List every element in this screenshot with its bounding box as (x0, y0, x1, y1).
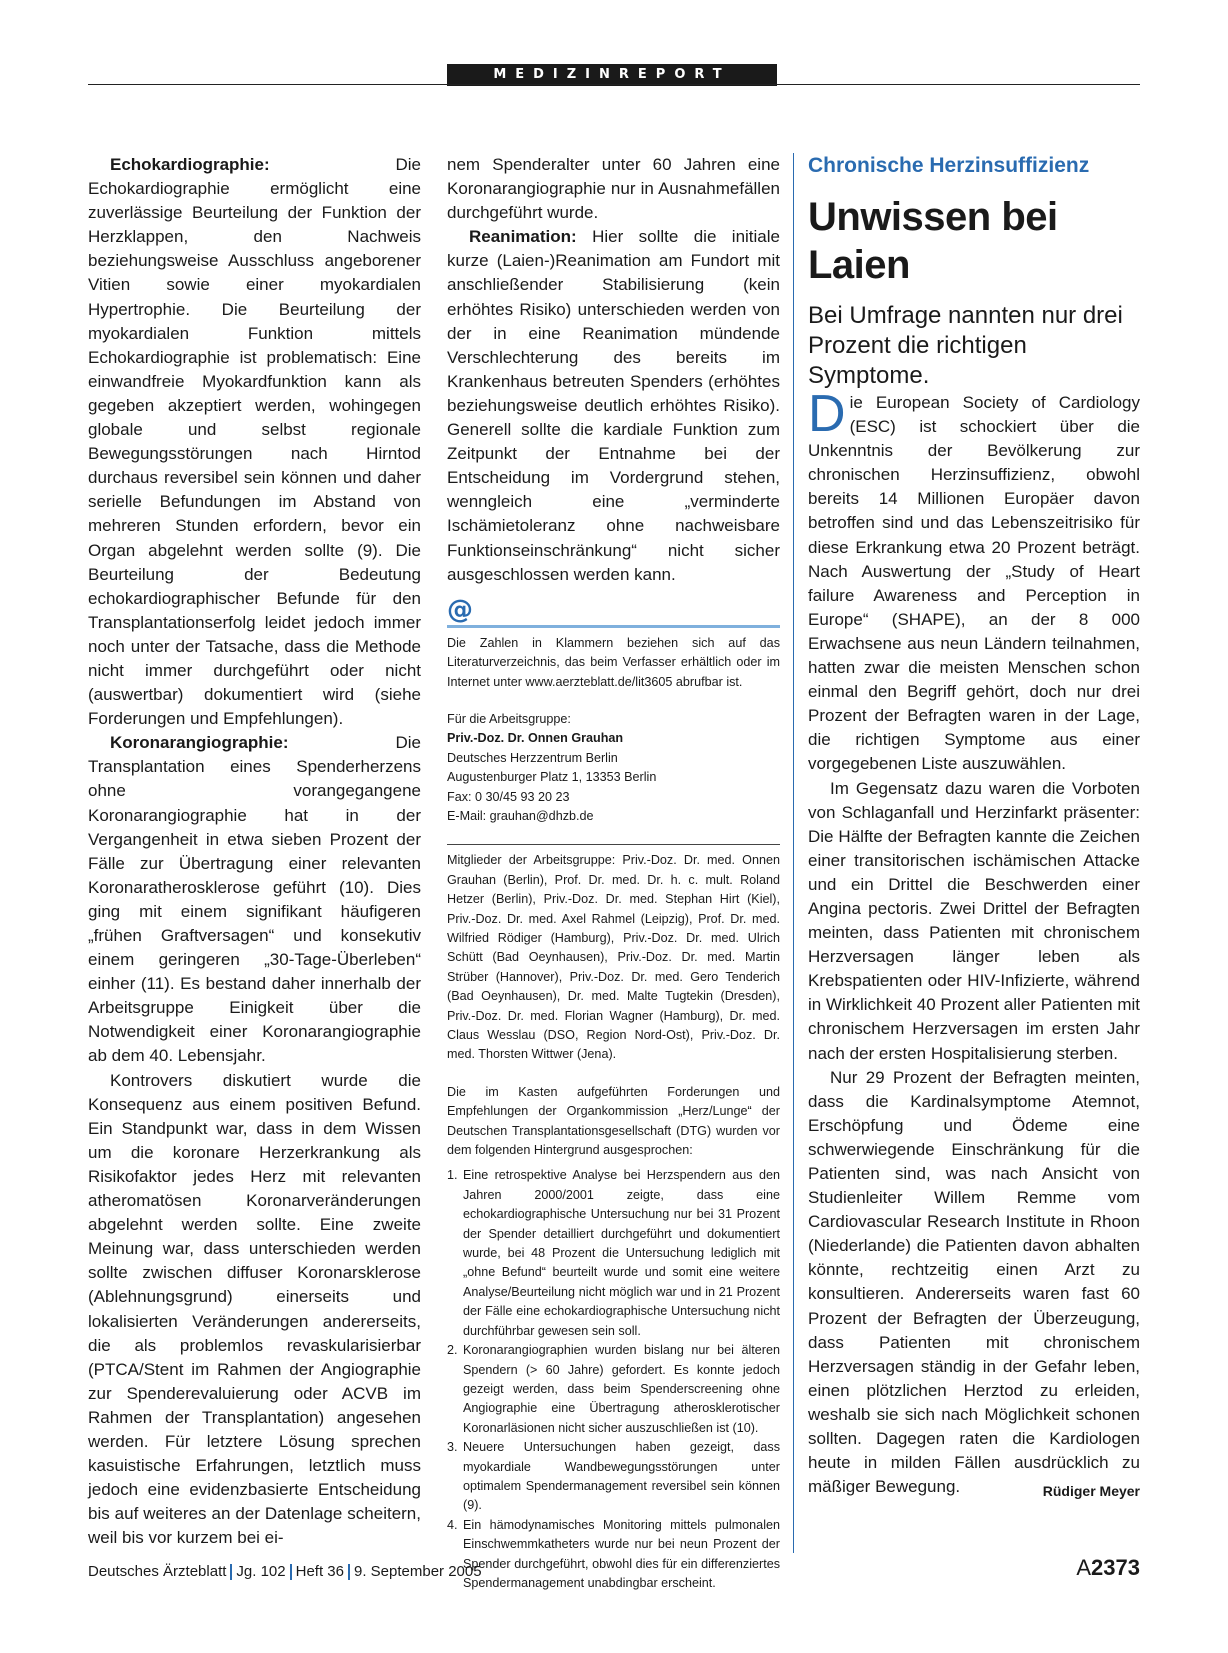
at-icon: @ (447, 594, 473, 625)
paragraph-kontrovers: Kontrovers diskutiert wurde die Konsequenz aus einem positiven Befund. Ein Standpunkt war, dass in dem Wissen um die koronare Herzerkrankung als Risikofaktor jedes Herz mit relevanten atheromatösen Koronarveränderungen abgelehnt werden sollte. Eine zweite Meinung war, dass unterschieden werden sollte zwischen diffuser Koronarsklerose (Ablehnungsgrund) einerseits und lokalisierten Veränderungen andererseits, die als problemlos revaskularisierbar (PTCA/Stent im Rahmen der Angiographie zur Spenderevaluierung oder ACVB im Rahmen der Transplantation) angesehen werden. Für letztere Lösung sprechen kasuistische Erfahrungen, letztlich muss jedoch eine evidenzbasierte Entscheidung bis auf weiteres an der Datenlage scheitern, weil bis vor kurzem bei ei- (88, 1070, 421, 1548)
column-divider (793, 153, 794, 1553)
lead-echokardiographie: Echokardiographie: (110, 155, 270, 174)
paragraph-esc (808, 385, 1140, 777)
footer-date: 9. September 2005 (354, 1563, 482, 1580)
footer-issue: Heft 36 (295, 1563, 344, 1580)
reference-note: Die Zahlen in Klammern beziehen sich auf das Literaturverzeichnis, das beim Verfasser erhältlich oder im Internet unter www.aerzteblatt.de/lit3605 abrufbar ist. (447, 635, 780, 689)
lead-koronarangiographie: Koronarangiographie: (110, 733, 289, 753)
list-item: 3. Neuere Untersuchungen haben gezeigt, dass myokardiale Wandbewegungsstörungen unter optimalem Spendermanagement reversibel sein können (9). (447, 1440, 780, 1513)
paragraph-gegensatz: Im Gegensatz dazu waren die Vorboten von Schlaganfall und Herzinfarkt präsenter: Die Hälfte der Befragten kannte die Zeichen einer transitorischen ischämischen Attacke und ein Drittel die Beschwerden einer Angina pectoris. Zwei Drittel der Befragten meinten, dass Patienten mit chronischem Herzversagen länger leben als Krebspatienten oder HIV-Infizierte, während in Wirklichkeit 40 Prozent aller Patienten mit chronischem Herzversagen im ersten Jahr nach der ersten Hospitalisierung sterben. (808, 778, 1140, 1063)
contact-address: Augustenburger Platz 1, 13353 Berlin (447, 770, 657, 785)
news-subhead: Bei Umfrage nannten nur drei Prozent die richtigen Symptome. (808, 302, 1123, 389)
contact-intro: Für die Arbeitsgruppe: (447, 711, 571, 726)
list-item: 2. Koronarangiographien wurden bislang nur bei älteren Spendern (> 60 Jahre) gefordert. Es konnte jedoch gezeigt werden, dass beim Spenderscreening ohne Angiographie eine Übertragung atherosklerotischer Koronarläsionen nicht sicher auszuschließen ist (10). (447, 1343, 780, 1435)
page-number: A2373 (1076, 1555, 1140, 1580)
paragraph-continuation: nem Spenderalter unter 60 Jahren eine Koronarangiographie nur in Ausnahmefällen durchgeführt wurde. (447, 155, 780, 223)
news-headline: Unwissen bei Laien (808, 195, 1058, 287)
header-rule (88, 84, 1140, 85)
members-list: Mitglieder der Arbeitsgruppe: Priv.-Doz. Dr. med. Onnen Grauhan (Berlin), Prof. Dr. med. Dr. h. c. mult. Roland Hetzer (Berlin), Priv.-Doz. Dr. med. Stephan Hirt (Kiel), Priv.-Doz. Dr. med. Axel Rahmel (Leipzig), Prof. Dr. med. Wilfried Rödiger (Hamburg), Priv.-Doz. Dr. med. Ulrich Schütt (Bad Oeynhausen), Priv.-Doz. Dr. med. Martin Strüber (Hannover), Priv.-Doz. Dr. med. Gero Tenderich (Bad Oeynhausen), Dr. med. Malte Tugtekin (Dresden), Priv.-Doz. Dr. med. Florian Wagner (Hamburg), Dr. med. Claus Wesslau (DSO, Region Nord-Ost), Priv.-Doz. Dr. med. Thorsten Wittwer (Jena). (447, 853, 780, 1062)
members-rule (447, 844, 780, 845)
column-1 (88, 153, 421, 1550)
paragraph-text: Hier sollte die initiale kurze (Laien-)Reanimation am Fundort mit anschließender Stabilisierung (kein erhöhtes Risiko) unterschieden werden von der in eine Reanimation mündende Verschlechterung des bereits im Krankenhaus betreuten Spenders (erhöhtes beziehungsweise deutlich erhöhtes Risiko). Generell sollte die kardiale Funktion zum Zeitpunkt der Entnahme bei der Entscheidung im Vordergrund stehen, wenngleich eine „verminderte Ischämietoleranz ohne nachweisbare Funktionseinschränkung“ nicht sicher ausgeschlossen werden kann. (447, 227, 780, 584)
paragraph-text: Die Transplantation eines Spenderherzens ohne vorangegangene Koronarangiographie hat in der Vergangenheit in etwa sieben Prozent der Fälle zur Übertragung einer relevanten Koronaratherosklerose geführt (10). Dies ging mit einem signifikant häufigeren „frühen Graftversagen“ und konsekutiv einem geringeren „30-Tage-Überleben“ einher (11). Es bestand daher innerhalb der Arbeitsgruppe Einigkeit über die Notwendigkeit einer Koronarangiographie ab dem 40. Lebensjahr. (88, 733, 421, 1066)
list-item: 1. Eine retrospektive Analyse bei Herzspendern aus den Jahren 2000/2001 zeigte, dass eine echokardiographische Untersuchung nur bei 31 Prozent der Spender detailliert durchgeführt und dokumentiert wurde, bei 48 Prozent die Untersuchung lediglich mit „ohne Befund“ beurteilt wurde und somit eine weitere Analyse/Beurteilung nicht möglich war und in 21 Prozent der Fälle eine echokardiographische Untersuchung nicht durchführbar gewesen sein soll. (447, 1168, 780, 1338)
footer-volume: Jg. 102 (236, 1563, 286, 1580)
background-list (447, 1166, 780, 1593)
dropcap: D (808, 385, 846, 443)
column-2 (447, 153, 780, 1593)
column-3-news (808, 153, 1140, 1503)
paragraph-reanimation (447, 225, 780, 586)
lead-reanimation: Reanimation: (469, 227, 577, 247)
author-name: Rüdiger Meyer (1042, 1483, 1140, 1500)
box-intro: Die im Kasten aufgeführten Forderungen und Empfehlungen der Organkommission „Herz/Lunge“ der Deutschen Transplantationsgesellschaft (DTG) wurden vor dem folgenden Hintergrund ausgesprochen: (447, 1084, 780, 1158)
paragraph-koronarangiographie (88, 731, 421, 1068)
footer-journal: Deutsches Ärzteblatt (88, 1563, 227, 1580)
news-kicker: Chronische Herzinsuffizienz (808, 154, 1090, 177)
paragraph-text: Nur 29 Prozent der Befragten meinten, dass die Kardinalsymptome Atemnot, Erschöpfung und Ödeme eine schwerwiegende Einschränkung für die Patienten sind, was nach Ansicht von Studienleiter Willem Remme vom Cardiovascular Research Institute in Rhoon (Niederlande) die Patienten davon abhalten könnte, rechtzeitig einen Arzt zu konsultieren. Andererseits waren fast 60 Prozent der Befragten der Überzeugung, dass Patienten mit chronischem Herzversagen ständig in der Gefahr leben, einen plötzlichen Herztod zu erleiden, weshalb sie sich nach Möglichkeit schonen sollten. Dagegen raten die Kardiologen heute in milden Fällen ausdrücklich zu mäßiger Bewegung. (808, 1067, 1140, 1497)
contact-name: Priv.-Doz. Dr. Onnen Grauhan (447, 731, 624, 746)
contact-email: E-Mail: grauhan@dhzb.de (447, 808, 594, 823)
contact-fax: Fax: 0 30/45 93 20 23 (447, 789, 570, 804)
info-rule (447, 625, 780, 628)
paragraph-text: Die Echokardiographie ermöglicht eine zuverlässige Beurteilung der Funktion der Herzklappen, den Nachweis beziehungsweise Ausschluss angeborener Vitien sowie einer myokardialen Hypertrophie. Die Beurteilung der myokardialen Funktion mittels Echokardiographie ist problematisch: Eine einwandfreie Myokardfunktion kann als gegeben akzeptiert werden, wohingegen globale und selbst regionale Bewegungsstörungen nach Hirntod durchaus reversibel sein können und daher serielle Befundungen im Abstand von mehreren Stunden erfordern, bevor ein Organ abgelehnt werden sollte (9). Die Beurteilung der Bedeutung echokardiographischer Befunde für den Transplantationserfolg leidet jedoch immer noch unter der Tatsache, dass die Methode nicht immer durchgeführt oder nicht (auswertbar) dokumentiert wird (siehe Forderungen und Empfehlungen). (88, 155, 421, 729)
paragraph-echokardiographie (88, 153, 421, 731)
contact-org: Deutsches Herzzentrum Berlin (447, 750, 618, 765)
paragraph-text: ie European Society of Cardiology (ESC) ist schockiert über die Unkenntnis der Bevölkerung zur chronischen Herzinsuffizienz, obwohl bereits 14 Millionen Europäer davon betroffen sind und das Lebenszeitrisiko für diese Erkrankung etwa 20 Prozent beträgt. Nach Auswertung der „Study of Heart failure Awareness and Perception in Europe“ (SHAPE), an der 8 000 Erwachsene aus neun Ländern teilnahmen, hatten zwar die meisten Menschen schon einmal den Begriff gehört, doch nur drei Prozent der Befragten waren in der Lage, die richtigen Symptome aus einer vorgegebenen Liste auszuwählen. (808, 393, 1140, 774)
footer (88, 1555, 1140, 1584)
section-tag: MEDIZINREPORT (447, 64, 777, 86)
list-item: 4. Ein hämodynamisches Monitoring mittels pulmonalen Einschwemmkatheters wurde nur bei neun Prozent der Spender durchgeführt, obwohl dies für ein differenziertes Spendermanagement unabdingbar erscheint. (447, 1517, 780, 1590)
paragraph-kardinalsymptome (808, 1066, 1140, 1500)
